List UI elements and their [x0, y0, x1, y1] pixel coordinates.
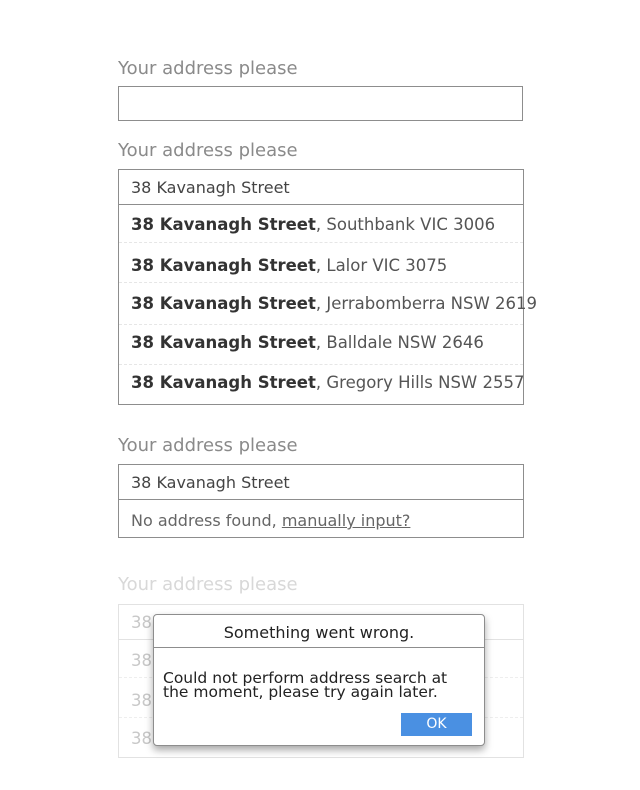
row-separator	[119, 324, 523, 325]
input-divider	[119, 204, 523, 205]
suggestion-match: 38 Kavanagh Street	[131, 294, 316, 313]
error-dialog	[153, 614, 485, 746]
suggestion-rest: , Southbank VIC 3006	[315, 215, 496, 234]
suggestion-rest: , Gregory Hills NSW 2557	[315, 373, 525, 392]
address-input-value[interactable]: 38 Kavanagh Street	[131, 178, 290, 197]
suggestion-match: 38 Kavanagh Street	[131, 373, 316, 392]
suggestion-item[interactable]	[131, 215, 495, 234]
suggestion-item[interactable]	[131, 256, 447, 275]
suggestion-item[interactable]	[131, 333, 484, 352]
dialog-title: Something went wrong.	[223, 623, 415, 642]
row-separator	[119, 364, 523, 365]
suggestion-rest: , Lalor VIC 3075	[315, 256, 448, 275]
no-address-text: No address found,	[131, 511, 282, 530]
address-label-3: Your address please	[118, 435, 298, 456]
suggestion-rest: , Balldale NSW 2646	[315, 333, 484, 352]
suggestion-item[interactable]	[131, 294, 537, 313]
input-divider	[119, 499, 523, 500]
faded-row: 38	[131, 729, 152, 748]
dialog-message: Could not perform address search at the moment, please try again later.	[163, 669, 448, 701]
faded-row: 38	[131, 613, 152, 632]
faded-row: 38	[131, 651, 152, 670]
suggestion-match: 38 Kavanagh Street	[131, 333, 316, 352]
address-input-value[interactable]: 38 Kavanagh Street	[131, 473, 290, 492]
address-input-empty[interactable]	[118, 86, 523, 121]
manual-input-link[interactable]: manually input?	[281, 511, 411, 530]
no-address-message	[131, 511, 410, 530]
ok-button[interactable]: OK	[401, 713, 472, 736]
row-separator	[119, 242, 523, 243]
suggestion-rest: , Jerrabomberra NSW 2619	[315, 294, 538, 313]
noresult-box	[118, 464, 524, 538]
faded-row: 38	[131, 691, 152, 710]
address-label-2: Your address please	[118, 140, 298, 161]
address-label-1: Your address please	[118, 58, 298, 79]
suggestion-match: 38 Kavanagh Street	[131, 215, 316, 234]
row-separator	[119, 282, 523, 283]
dialog-divider	[154, 647, 484, 648]
autocomplete-box	[118, 169, 538, 405]
suggestion-match: 38 Kavanagh Street	[131, 256, 316, 275]
address-label-4: Your address please	[118, 574, 298, 595]
suggestion-item[interactable]	[131, 373, 524, 392]
